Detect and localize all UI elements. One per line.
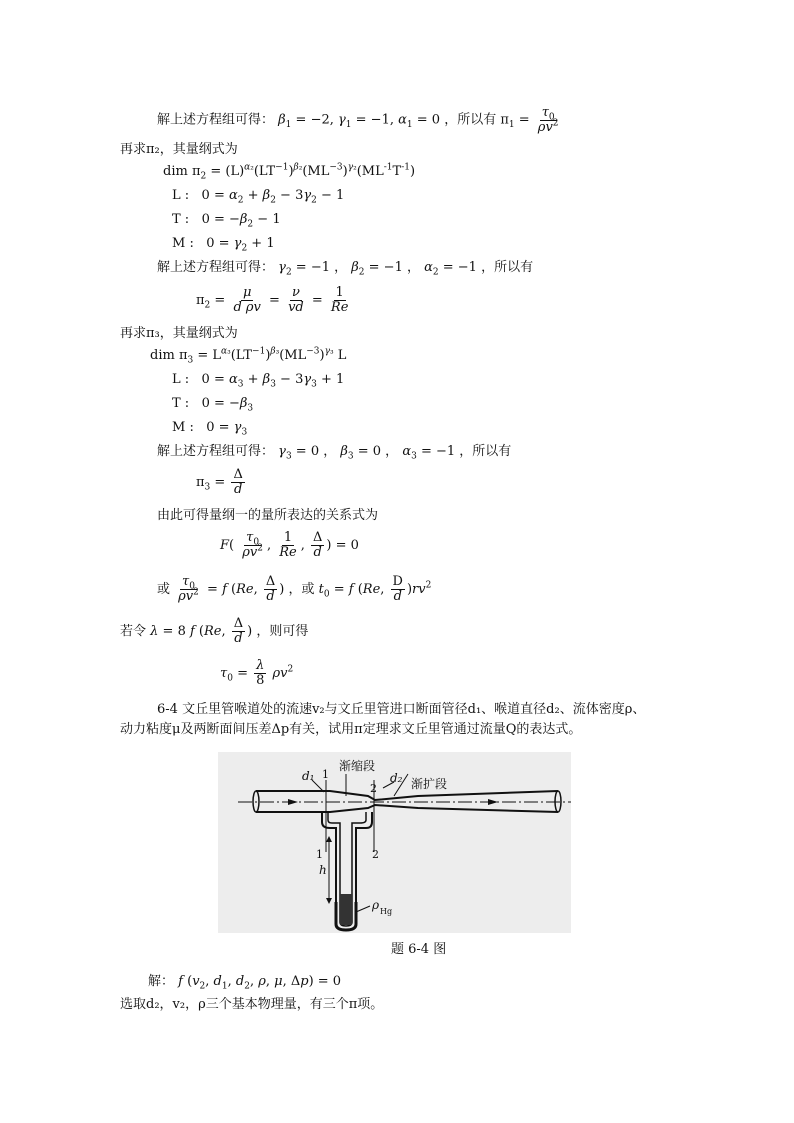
solution-function: 解： f ($v_2$, $d_1$, $d_2$, ρ, μ, Δp) = 0 bbox=[148, 974, 342, 992]
tau-result: $\tau_0$ = $\frac{\lambda}{8}$ $\rho v^2$ bbox=[220, 658, 294, 688]
eq-L-3: L : $0 = \alpha_3 + \beta_3 - 3\gamma_3 + 1$ bbox=[172, 372, 345, 390]
label-section-2-bottom: 2 bbox=[372, 848, 379, 861]
problem-text-1: 6-4 文丘里管喉道处的流速v₂与文丘里管进口断面管径d₁、喉道直径d₂、流体密度ρ、 bbox=[157, 702, 646, 717]
figure-caption: 题 6-4 图 bbox=[391, 942, 447, 957]
eq-L-2: L : $0 = \alpha_2 + \beta_2 - 3\gamma_2 - 1$ bbox=[172, 188, 345, 206]
relation-or: 或 $\frac{\tau_0}{\rho v^2}$ = f (Re, $\frac{\Delta}{d}$ ) ，或 $t_0 = f$ (Re, $\frac{D}{d}$ )$rv^2$ bbox=[157, 574, 432, 604]
pi3-intro: 再求π₃，其量纲式为 bbox=[120, 326, 238, 341]
problem-text-2: 动力粘度μ及两断面间压差Δp有关，试用π定理求文丘里管通过流量Q的表达式。 bbox=[120, 722, 582, 737]
label-section-2-top: 2 bbox=[370, 782, 377, 795]
basis-text: 选取d₂，v₂，ρ三个基本物理量，有三个π项。 bbox=[120, 997, 384, 1012]
eq-T-3: T : $0 = -\beta_3$ bbox=[172, 396, 254, 414]
relation-intro: 由此可得量纲一的量所表达的关系式为 bbox=[157, 508, 379, 523]
pi3-result: $\pi_3$ = $\frac{\Delta}{d}$ bbox=[196, 467, 243, 497]
text-solve-1: 解上述方程组可得： bbox=[157, 112, 275, 128]
relation-let: 若令 λ = 8 f (Re, $\frac{\Delta}{d}$ ) ，则可得 bbox=[120, 616, 309, 646]
label-h: h bbox=[319, 863, 327, 877]
label-d2: d₂ bbox=[390, 771, 403, 785]
label-d1: d₁ bbox=[302, 769, 315, 783]
label-diverging: 渐扩段 bbox=[411, 777, 448, 791]
relation-F: F( $\frac{\tau_0}{\rho v^2}$ , $\frac{1}{Re}$ , $\frac{\Delta}{d}$ ) = 0 bbox=[220, 530, 359, 560]
label-hg: Hg bbox=[380, 907, 393, 916]
label-rho: ρ bbox=[372, 898, 380, 912]
eq-T-2: T : $0 = -\beta_2 - 1$ bbox=[172, 212, 281, 230]
pi2-result: $\pi_2$ = $\frac{\mu}{\text{d ρv}}$ = $\frac{\nu}{vd}$ = $\frac{1}{Re}$ bbox=[196, 285, 349, 315]
text-so-1: ，所以有 bbox=[444, 112, 497, 128]
label-section-1-top: 1 bbox=[322, 768, 329, 781]
venturi-diagram bbox=[218, 752, 571, 933]
eq-M-3: M : $0 = \gamma_3$ bbox=[172, 420, 248, 438]
dim-pi2: dim $\pi_2 = (L)^{\alpha_2}(LT^{-1})^{\beta_2}(ML^{-3})^{\gamma_2}(ML^{-1}T^{-1})$ bbox=[163, 162, 416, 182]
solution-line-pi1: 解上述方程组可得： $\beta_1 = -2$, $\gamma_1 = -1$, $\alpha_1 = 0$ ，所以有 $\pi_1$ = $\frac{\tau_0}{\rho v^2}$ bbox=[157, 105, 559, 135]
solution-line-pi2: 解上述方程组可得： $\gamma_2 = -1$ ， $\beta_2 = -1$ ， $\alpha_2 = -1$ ，所以有 bbox=[157, 260, 534, 278]
label-section-1-bottom: 1 bbox=[316, 848, 323, 861]
pi2-intro: 再求π₂，其量纲式为 bbox=[120, 142, 238, 157]
label-converging: 渐缩段 bbox=[339, 759, 376, 773]
solution-line-pi3: 解上述方程组可得： $\gamma_3 = 0$ ， $\beta_3 = 0$ ， $\alpha_3 = -1$ ，所以有 bbox=[157, 444, 512, 462]
dim-pi3: dim $\pi_3 = L^{\alpha_3}(LT^{-1})^{\beta_3}(ML^{-3})^{\gamma_3}$ L bbox=[150, 346, 347, 366]
eq-M-2: M : $0 = \gamma_2 + 1$ bbox=[172, 236, 275, 254]
venturi-figure bbox=[218, 752, 571, 933]
